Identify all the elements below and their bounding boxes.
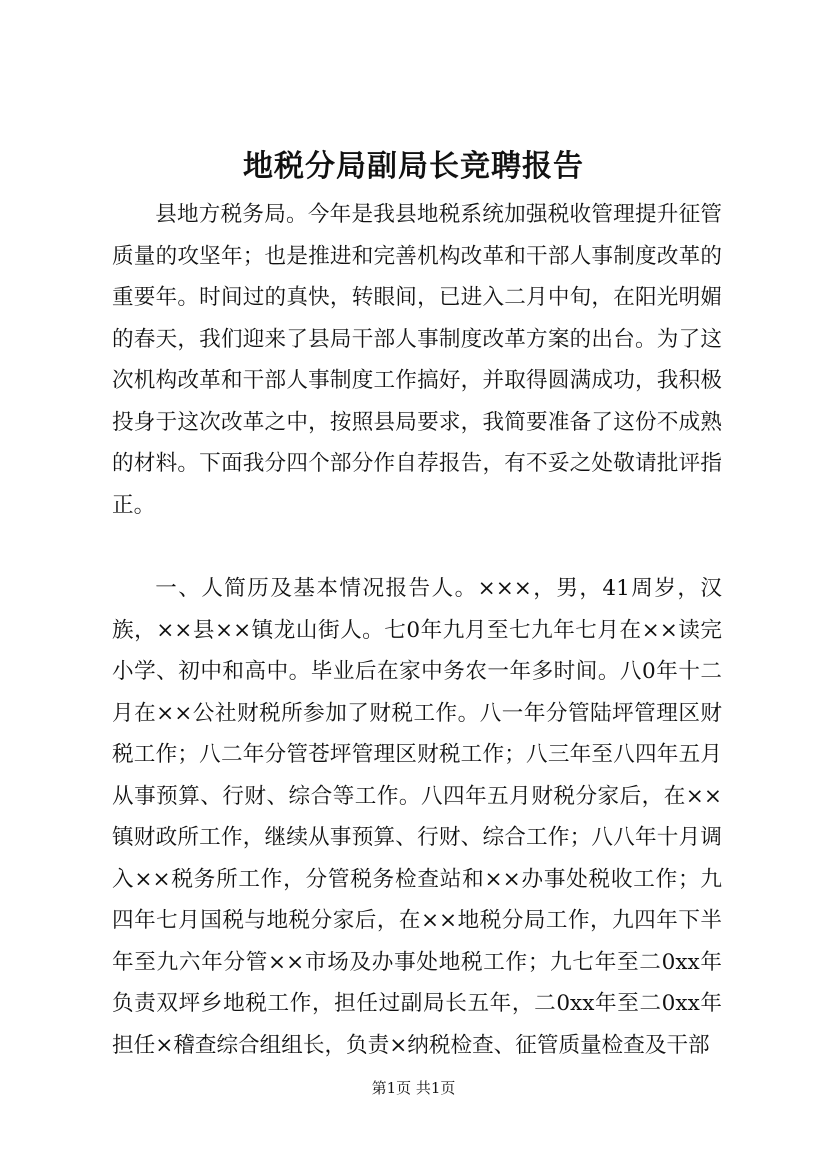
body-paragraph-intro: 县地方税务局。今年是我县地税系统加强税收管理提升征管质量的攻坚年；也是推进和完善机构改革和干部人事制度改革的重要年。时间过的真快，转眼间，已进入二月中旬，在阳光明媚的春天，我们迎来了县局干部人事制度改革方案的出台。为了这次机构改革和干部人事制度工作搞好，并取得圆满成功，我积极投身于这次改革之中，按照县局要求，我简要准备了这份不成熟的材料。下面我分四个部分作自荐报告，有不妥之处敬请批评指正。 [112,202,722,518]
body-paragraph-resume: 一、人简历及基本情况报告人。×××，男，41周岁，汉族，××县××镇龙山街人。七0年九月至七九年七月在××读完小学、初中和高中。毕业后在家中务农一年多时间。八0年十二月在××公社财税所参加了财税工作。八一年分管陆坪管理区财税工作；八二年分管苍坪管理区财税工作；八三年至八四年五月从事预算、行财、综合等工作。八四年五月财税分家后，在××镇财政所工作，继续从事预算、行财、综合工作；八八年十月调入××税务所工作，分管税务检查站和××办事处税收工作；九四年七月国税与地税分家后，在××地税分局工作，九四年下半年至九六年分管××市场及办事处地税工作；九七年至二0xx年负责双坪乡地税工作，担任过副局长五年，二0xx年至二0xx年担任×稽查综合组组长，负责×纳税检查、征管质量检查及干部 [112,576,722,1058]
document-title: 地税分局副局长竞聘报告 [243,149,584,184]
page-number-footer: 第1页 共1页 [371,1079,456,1097]
